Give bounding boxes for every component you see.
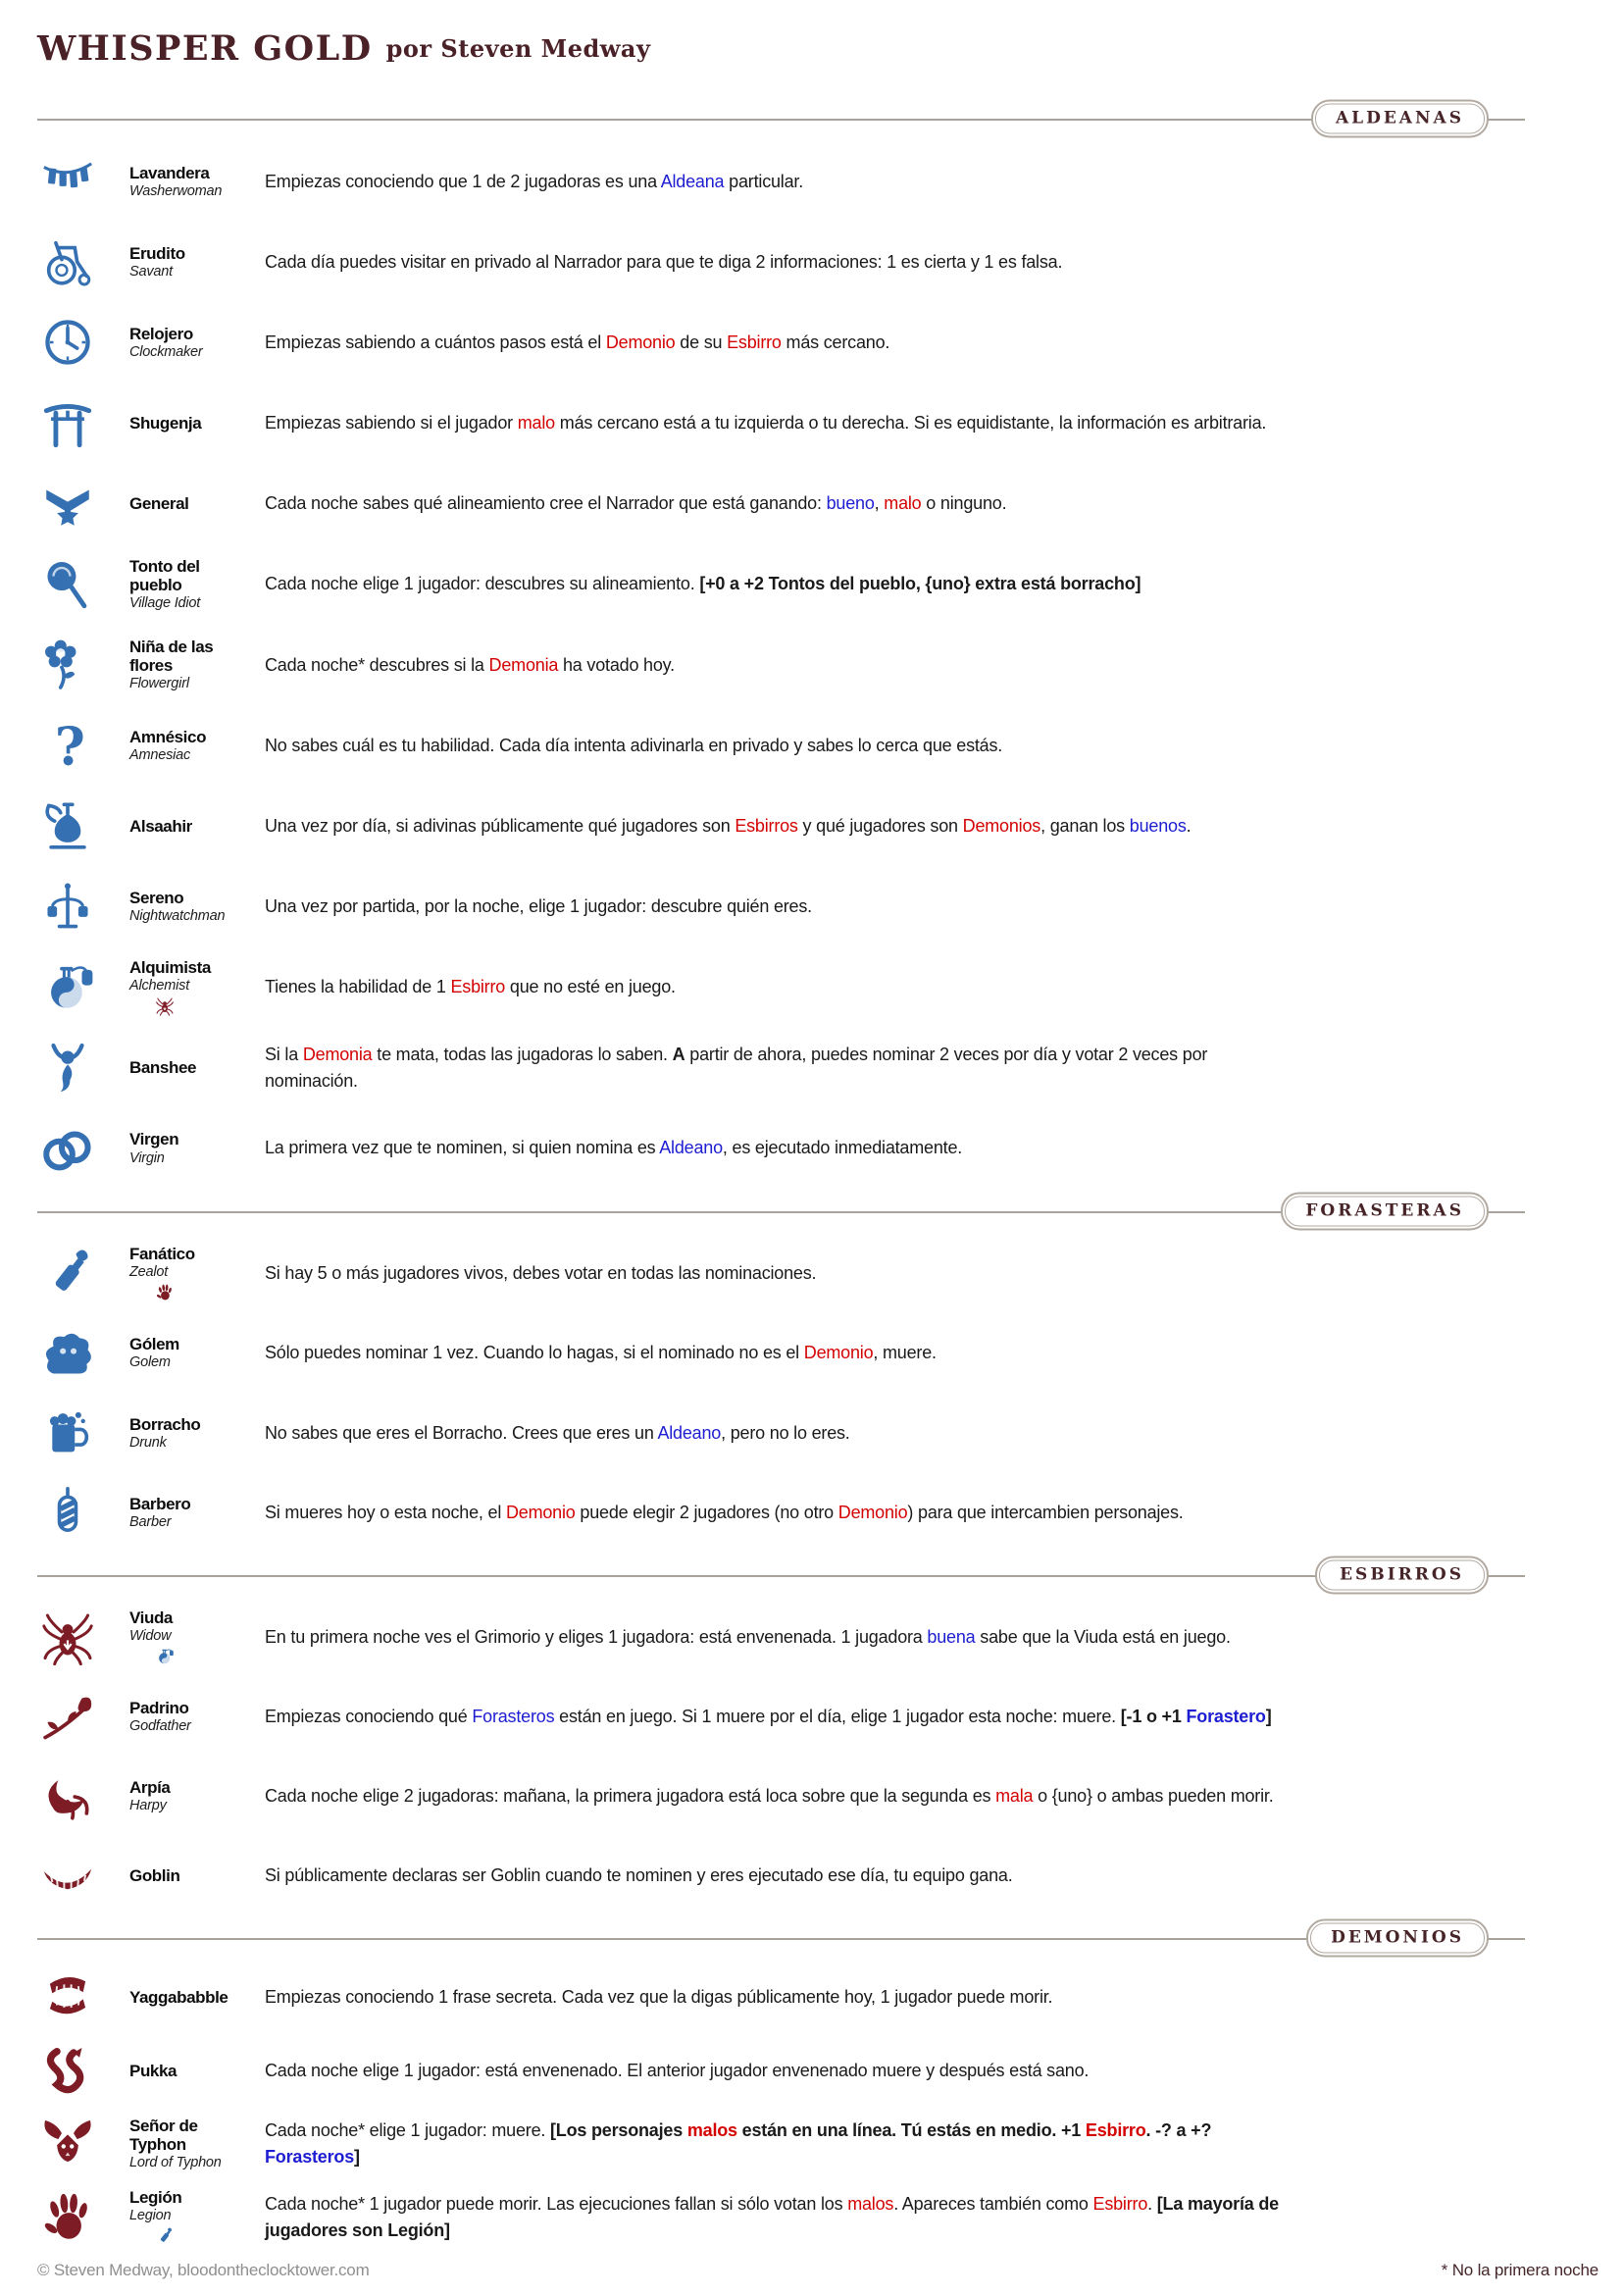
- ability-text-segment: Cada noche elige 1 jugador: descubres su alineamiento.: [265, 574, 700, 594]
- section-badge: [1311, 100, 1489, 138]
- character-subtitle: Amnesiac: [129, 746, 191, 763]
- character-name: Borracho: [129, 1414, 201, 1434]
- sheet-title: WHISPER GOLD: [37, 27, 373, 69]
- character-ability: [265, 1135, 1304, 1161]
- character-row: [37, 786, 1586, 866]
- ability-text-segment: [-1 o +1: [1120, 1707, 1187, 1726]
- section-badge-label: ALDEANAS: [1315, 104, 1485, 134]
- section-badge: [1281, 1193, 1489, 1231]
- character-ability: [265, 1340, 1304, 1366]
- character-subtitle: Washerwoman: [129, 182, 223, 199]
- ability-text-segment: Si la: [265, 1044, 303, 1064]
- yaggababble-icon: [37, 1968, 129, 2025]
- spider-icon: [155, 996, 255, 1016]
- clockmaker-icon: [37, 314, 129, 371]
- ability-text-segment: No sabes cuál es tu habilidad. Cada día intenta adivinarla en privado y sabes lo cerca que estás.: [265, 735, 1003, 755]
- character-id: [129, 164, 265, 200]
- character-row: [37, 1598, 1586, 1677]
- section-badge-label: ESBIRROS: [1319, 1560, 1485, 1591]
- ability-text-segment: Empiezas conociendo qué: [265, 1707, 473, 1726]
- ability-text-segment: Empiezas conociendo que 1 de 2 jugadoras es una: [265, 171, 661, 191]
- character-name: Sereno: [129, 889, 184, 907]
- virgin-icon: [37, 1120, 129, 1177]
- character-name: General: [129, 494, 189, 514]
- section-aldeanas: [37, 96, 1586, 1189]
- ability-text-segment: [+0 a +2 Tontos del pueblo, {uno} extra está borracho]: [699, 574, 1141, 594]
- ability-text-segment: Demonia: [488, 654, 559, 675]
- character-name: Niña de las flores: [129, 638, 214, 676]
- ability-text-segment: ha votado hoy.: [558, 654, 675, 675]
- ability-text-segment: Demonio: [837, 1502, 908, 1522]
- nightwatchman-icon: [37, 878, 129, 935]
- sheet-byline: por Steven Medway: [385, 33, 651, 63]
- ability-text-segment: [La mayoría de jugadores son Legión]: [265, 2193, 1279, 2240]
- first-night-note: * No la primera noche: [1441, 2261, 1598, 2279]
- goblin-icon: [37, 1848, 129, 1905]
- ability-text-segment: o ninguno.: [921, 493, 1007, 514]
- character-subtitle: Legion: [129, 2208, 172, 2224]
- section-header: [37, 1189, 1586, 1234]
- ability-text-segment: Aldeano: [659, 1138, 723, 1158]
- ability-text-segment: Empiezas sabiendo si el jugador: [265, 413, 518, 434]
- character-row: [37, 2034, 1586, 2108]
- character-ability: [265, 249, 1304, 276]
- ability-text-segment: , ganan los: [1040, 815, 1130, 836]
- alchemist-icon: [37, 959, 129, 1016]
- ability-text-segment: . -? a +?: [1145, 2119, 1212, 2140]
- character-id: [129, 1245, 265, 1302]
- ability-text-segment: Forasteros: [472, 1707, 555, 1726]
- section-header: [37, 1553, 1586, 1598]
- amnesiac-icon: [37, 717, 129, 774]
- character-row: [37, 222, 1586, 302]
- ability-text-segment: , muere.: [873, 1343, 937, 1363]
- character-subtitle: Alchemist: [129, 978, 190, 995]
- character-name: Shugenja: [129, 414, 202, 434]
- ability-text-segment: Esbirros: [735, 815, 798, 836]
- character-ability: [265, 893, 1304, 920]
- ability-text-segment: Aldeana: [660, 171, 725, 191]
- ability-text-segment: Esbirro: [727, 332, 782, 352]
- character-name: Goblin: [129, 1865, 180, 1885]
- ability-text-segment: Si hay 5 o más jugadores vivos, debes votar en todas las nominaciones.: [265, 1263, 817, 1284]
- character-subtitle: Harpy: [129, 1798, 167, 1814]
- ability-text-segment: Demonio: [605, 332, 676, 352]
- ability-text-segment: más cercano está a tu izquierda o tu derecha. Si es equidistante, la información es arbitraria.: [554, 413, 1267, 434]
- section-forasteras: [37, 1189, 1586, 1553]
- character-row: [37, 1234, 1586, 1313]
- ability-text-segment: Esbirro: [1092, 2193, 1148, 2214]
- character-ability: [265, 1624, 1304, 1651]
- character-row: [37, 302, 1586, 383]
- pukka-icon: [37, 2042, 129, 2099]
- ability-text-segment: Empiezas conociendo 1 frase secreta. Cada vez que la digas públicamente hoy, 1 jugador puede morir.: [265, 1986, 1053, 2007]
- character-row: [37, 383, 1586, 463]
- character-row: [37, 2108, 1586, 2181]
- section-divider: [37, 1575, 1525, 1577]
- character-subtitle: Golem: [129, 1354, 171, 1371]
- character-row: [37, 1394, 1586, 1473]
- ability-text-segment: están en una línea. Tú estás en medio. +1: [736, 2119, 1086, 2140]
- character-id: [129, 414, 265, 433]
- ability-text-segment: Aldeano: [657, 1422, 722, 1443]
- character-name: Yaggababble: [129, 1987, 228, 2007]
- character-id: [129, 1415, 265, 1452]
- character-name: Señor de Typhon: [129, 2116, 198, 2154]
- ability-text-segment: Tienes la habilidad de 1: [265, 977, 451, 997]
- village-idiot-icon: [37, 556, 129, 613]
- character-row: [37, 1961, 1586, 2034]
- character-id: [129, 1866, 265, 1885]
- character-ability: [265, 1783, 1304, 1810]
- section-badge-label: FORASTERAS: [1285, 1197, 1485, 1227]
- character-subtitle: Drunk: [129, 1434, 167, 1451]
- ability-text-segment: ,: [874, 493, 885, 514]
- ability-text-segment: Demonio: [803, 1343, 874, 1363]
- svg-text:?: ?: [54, 717, 85, 775]
- ability-text-segment: Una vez por partida, por la noche, elige 1 jugador: descubre quién eres.: [265, 895, 812, 916]
- ability-text-segment: En tu primera noche ves el Grimorio y eliges 1 jugadora: está envenenada. 1 jugadora: [265, 1627, 928, 1647]
- ability-text-segment: partir de ahora, puedes nominar 2 veces por día y votar 2 veces por nominación.: [265, 1044, 1208, 1091]
- copyright-text: © Steven Medway, bloodontheclocktower.com: [37, 2261, 370, 2279]
- character-ability: [265, 733, 1304, 759]
- character-subtitle: Clockmaker: [129, 343, 203, 360]
- section-demonios: [37, 1915, 1586, 2254]
- character-ability: [265, 571, 1304, 597]
- drunk-icon: [37, 1404, 129, 1461]
- molotov-icon: [155, 2226, 255, 2246]
- character-row: [37, 1028, 1586, 1108]
- character-name: Lavandera: [129, 163, 210, 182]
- character-id: [129, 958, 265, 1016]
- character-ability: [265, 2117, 1304, 2170]
- character-subtitle: Barber: [129, 1513, 172, 1530]
- ability-text-segment: Cada noche elige 2 jugadoras: mañana, la primera jugadora está loca sobre que la segunda es: [265, 1786, 996, 1806]
- character-ability: [265, 410, 1304, 436]
- character-ability: [265, 652, 1304, 679]
- godfather-icon: [37, 1689, 129, 1746]
- ability-text-segment: Cada noche* descubres si la: [265, 654, 489, 675]
- character-name: Virgen: [129, 1130, 179, 1149]
- character-subtitle: Widow: [129, 1628, 172, 1645]
- character-id: [129, 817, 265, 836]
- ability-text-segment: que no esté en juego.: [505, 977, 676, 997]
- ability-text-segment: de su: [675, 332, 728, 352]
- character-ability: [265, 813, 1304, 840]
- alsaahir-icon: [37, 797, 129, 854]
- character-id: [129, 557, 265, 612]
- ability-text-segment: Sólo puedes nominar 1 vez. Cuando lo hagas, si el nominado no es el: [265, 1343, 804, 1363]
- character-id: [129, 325, 265, 361]
- handprint-icon: [155, 1283, 255, 1302]
- character-ability: [265, 1420, 1304, 1447]
- character-id: [129, 2117, 265, 2171]
- character-id: [129, 1335, 265, 1371]
- ability-text-segment: Cada noche sabes qué alineamiento cree el Narrador que está ganando:: [265, 493, 827, 514]
- ability-text-segment: Cada noche* 1 jugador puede morir. Las ejecuciones fallan si sólo votan los: [265, 2193, 848, 2214]
- character-ability: [265, 490, 1304, 517]
- ability-text-segment: .: [1186, 815, 1192, 836]
- character-id: [129, 2062, 265, 2080]
- ability-text-segment: , pero no lo eres.: [721, 1422, 850, 1443]
- character-name: Arpía: [129, 1778, 171, 1798]
- character-id: [129, 1058, 265, 1077]
- character-ability: [265, 2058, 1304, 2084]
- character-subtitle: Savant: [129, 263, 173, 280]
- barber-icon: [37, 1484, 129, 1541]
- character-ability: [265, 169, 1304, 195]
- shugenja-icon: [37, 395, 129, 452]
- character-row: [37, 544, 1586, 625]
- ability-text-segment: Esbirro: [450, 977, 506, 997]
- character-subtitle: Village Idiot: [129, 594, 201, 611]
- character-name: Legión: [129, 2188, 182, 2208]
- character-id: [129, 494, 265, 513]
- character-row: [37, 1313, 1586, 1393]
- ability-text-segment: Si públicamente declaras ser Goblin cuando te nominen y eres ejecutado ese día, tu equipo gana.: [265, 1865, 1013, 1885]
- ability-text-segment: Empiezas sabiendo a cuántos pasos está el: [265, 332, 606, 352]
- ability-text-segment: Cada día puedes visitar en privado al Narrador para que te diga 2 informaciones: 1 es cierta y 1 es falsa.: [265, 251, 1063, 272]
- character-row: [37, 705, 1586, 786]
- sheet-header: [37, 0, 1586, 96]
- harpy-icon: [37, 1768, 129, 1825]
- ability-text-segment: o {uno} o ambas pueden morir.: [1033, 1786, 1274, 1806]
- ability-text-segment: Demonios: [962, 815, 1041, 836]
- character-row: [37, 464, 1586, 544]
- character-ability: [265, 1862, 1304, 1889]
- character-row: [37, 2180, 1586, 2254]
- character-row: [37, 1836, 1586, 1915]
- character-name: Fanático: [129, 1245, 195, 1264]
- widow-icon: [37, 1609, 129, 1666]
- character-name: Erudito: [129, 243, 185, 263]
- character-subtitle: Nightwatchman: [129, 908, 226, 925]
- ability-text-segment: puede elegir 2 jugadores (no otro: [575, 1502, 838, 1522]
- ability-text-segment: más cercano.: [781, 332, 890, 352]
- character-name: Pukka: [129, 2061, 178, 2080]
- ability-text-segment: Esbirro: [1085, 2119, 1146, 2140]
- ability-text-segment: ) para que intercambien personajes.: [907, 1502, 1184, 1522]
- section-header: [37, 1915, 1586, 1961]
- character-row: [37, 1677, 1586, 1757]
- flask-icon: [155, 1647, 255, 1666]
- ability-text-segment: particular.: [724, 171, 804, 191]
- character-id: [129, 1608, 265, 1666]
- ability-text-segment: bueno: [826, 493, 875, 514]
- ability-text-segment: . Apareces también como: [893, 2193, 1093, 2214]
- ability-text-segment: están en juego. Si 1 muere por el día, elige 1 jugador esta noche: muere.: [554, 1707, 1121, 1726]
- ability-text-segment: malos: [847, 2193, 894, 2214]
- section-divider: [37, 1938, 1525, 1940]
- ability-text-segment: [Los personajes: [550, 2119, 687, 2140]
- character-row: [37, 1108, 1586, 1189]
- character-row: [37, 866, 1586, 946]
- ability-text-segment: malo: [884, 493, 922, 514]
- ability-text-segment: y qué jugadores son: [797, 815, 963, 836]
- character-subtitle: Virgin: [129, 1149, 165, 1166]
- character-row: [37, 947, 1586, 1028]
- character-ability: [265, 330, 1304, 356]
- section-badge: [1315, 1556, 1489, 1595]
- ability-text-segment: sabe que la Viuda está en juego.: [975, 1627, 1231, 1647]
- character-ability: [265, 1704, 1304, 1730]
- character-id: [129, 2188, 265, 2246]
- character-subtitle: Flowergirl: [129, 676, 189, 692]
- section-divider: [37, 119, 1525, 121]
- character-row: [37, 625, 1586, 705]
- ability-text-segment: Si mueres hoy o esta noche, el: [265, 1502, 506, 1522]
- zealot-icon: [37, 1246, 129, 1302]
- character-id: [129, 889, 265, 925]
- ability-text-segment: Cada noche* elige 1 jugador: muere.: [265, 2119, 550, 2140]
- banshee-icon: [37, 1040, 129, 1097]
- character-id: [129, 1699, 265, 1735]
- legion-icon: [37, 2189, 129, 2246]
- section-esbirros: [37, 1553, 1586, 1915]
- character-subtitle: Lord of Typhon: [129, 2154, 222, 2170]
- ability-text-segment: No sabes que eres el Borracho. Crees que eres un: [265, 1422, 658, 1443]
- character-row: [37, 1473, 1586, 1553]
- ability-text-segment: .: [1147, 2193, 1157, 2214]
- character-name: Viuda: [129, 1608, 173, 1628]
- character-id: [129, 1988, 265, 2007]
- ability-text-segment: A: [672, 1044, 685, 1064]
- character-subtitle: Zealot: [129, 1264, 169, 1281]
- character-row: [37, 141, 1586, 222]
- character-name: Amnésico: [129, 727, 207, 746]
- character-ability: [265, 2191, 1304, 2244]
- ability-text-segment: Demonio: [505, 1502, 576, 1522]
- character-name: Barbero: [129, 1494, 191, 1513]
- character-row: [37, 1757, 1586, 1836]
- ability-text-segment: Cada noche elige 1 jugador: está envenenado. El anterior jugador envenenado muere y después está sano.: [265, 2060, 1090, 2080]
- character-id: [129, 1778, 265, 1814]
- ability-text-segment: , es ejecutado inmediatamente.: [722, 1138, 963, 1158]
- character-name: Banshee: [129, 1058, 197, 1078]
- character-id: [129, 638, 265, 692]
- ability-text-segment: malos: [686, 2119, 737, 2140]
- ability-text-segment: ]: [1265, 1707, 1272, 1726]
- character-name: Relojero: [129, 324, 193, 343]
- character-id: [129, 1495, 265, 1531]
- golem-icon: [37, 1325, 129, 1382]
- lord-of-typhon-icon: [37, 2116, 129, 2172]
- character-ability: [265, 1500, 1304, 1526]
- savant-icon: [37, 233, 129, 290]
- flowergirl-icon: [37, 637, 129, 693]
- character-name: Padrino: [129, 1699, 189, 1718]
- ability-text-segment: buenos: [1129, 815, 1187, 836]
- ability-text-segment: malo: [517, 413, 555, 434]
- ability-text-segment: Demonia: [302, 1044, 373, 1064]
- character-name: Alquimista: [129, 958, 211, 978]
- character-subtitle: Godfather: [129, 1718, 191, 1735]
- general-icon: [37, 476, 129, 533]
- section-header: [37, 96, 1586, 141]
- ability-text-segment: Una vez por día, si adivinas públicamente qué jugadores son: [265, 815, 735, 836]
- character-ability: [265, 1984, 1304, 2011]
- ability-text-segment: mala: [995, 1786, 1034, 1806]
- section-badge-label: DEMONIOS: [1310, 1923, 1485, 1954]
- ability-text-segment: buena: [927, 1627, 976, 1647]
- character-id: [129, 728, 265, 764]
- character-id: [129, 244, 265, 281]
- character-ability: [265, 1042, 1304, 1095]
- ability-text-segment: La primera vez que te nominen, si quien nomina es: [265, 1138, 660, 1158]
- ability-text-segment: Forastero: [1186, 1707, 1266, 1726]
- ability-text-segment: Forasteros: [265, 2146, 355, 2167]
- character-ability: [265, 1260, 1304, 1287]
- character-name: Alsaahir: [129, 816, 192, 836]
- washerwoman-icon: [37, 153, 129, 210]
- character-id: [129, 1130, 265, 1166]
- character-ability: [265, 974, 1304, 1000]
- ability-text-segment: ]: [354, 2146, 360, 2167]
- section-badge: [1306, 1919, 1489, 1958]
- ability-text-segment: te mata, todas las jugadoras lo saben.: [372, 1044, 673, 1064]
- character-name: Tonto del pueblo: [129, 556, 200, 594]
- character-name: Gólem: [129, 1335, 179, 1354]
